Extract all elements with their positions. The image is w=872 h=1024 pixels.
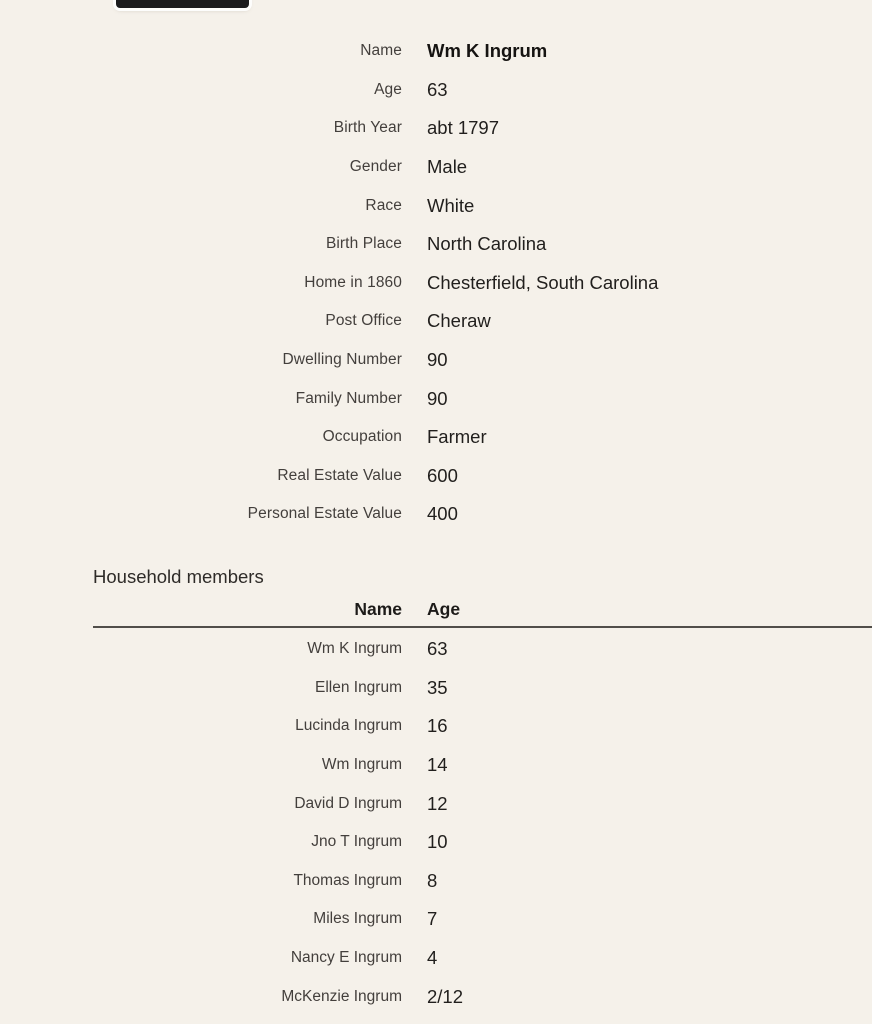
- household-member-age: 35: [427, 676, 448, 698]
- record-field-label: Home in 1860: [304, 273, 402, 291]
- household-member-age: 10: [427, 831, 448, 853]
- record-field-value: Wm K Ingrum: [427, 40, 548, 62]
- record-field-row: [0, 418, 872, 457]
- household-member-row: [0, 823, 872, 862]
- record-field-row: [0, 225, 872, 264]
- household-member-name[interactable]: Nancy E Ingrum: [290, 949, 402, 967]
- record-field-row: [0, 341, 872, 380]
- record-details: [0, 32, 872, 534]
- record-field-value: Male: [427, 156, 468, 178]
- record-field-value: Farmer: [427, 426, 487, 448]
- household-member-name[interactable]: Wm Ingrum: [321, 756, 402, 774]
- record-field-label: Race: [365, 196, 402, 214]
- record-field-row: [0, 109, 872, 148]
- record-field-label: Real Estate Value: [277, 466, 402, 484]
- record-field-label: Family Number: [295, 389, 402, 407]
- record-field-label: Age: [374, 80, 402, 98]
- household-member-row: [0, 900, 872, 939]
- household-member-age: 8: [427, 869, 438, 891]
- record-field-value: 90: [427, 349, 448, 371]
- record-field-label: Birth Place: [325, 235, 402, 253]
- household-member-name[interactable]: David D Ingrum: [294, 794, 402, 812]
- record-field-row: [0, 379, 872, 418]
- record-field-row: [0, 457, 872, 496]
- household-member-row: [0, 862, 872, 901]
- record-field-label: Name: [360, 42, 402, 60]
- household-member-age: 16: [427, 715, 448, 737]
- household-col-name: Name: [354, 598, 402, 619]
- record-field-value: White: [427, 194, 475, 216]
- household-member-row: [0, 746, 872, 785]
- record-field-value: Chesterfield, South Carolina: [427, 271, 659, 293]
- record-field-row: [0, 32, 872, 71]
- household-member-row: [0, 784, 872, 823]
- record-field-label: Occupation: [322, 428, 402, 446]
- household-member-name[interactable]: Wm K Ingrum: [307, 640, 402, 658]
- household-member-row: [0, 630, 872, 669]
- household-members-rows: [0, 628, 872, 1016]
- record-field-row: [0, 71, 872, 110]
- household-col-age: Age: [427, 598, 461, 619]
- record-field-value: 400: [427, 503, 458, 525]
- household-member-row: [0, 977, 872, 1016]
- household-member-name[interactable]: McKenzie Ingrum: [281, 987, 402, 1005]
- household-member-row: [0, 707, 872, 746]
- record-field-label: Dwelling Number: [282, 351, 402, 369]
- household-member-age: 4: [427, 947, 438, 969]
- record-field-row: [0, 495, 872, 534]
- household-members-section: [0, 566, 872, 1016]
- record-field-label: Gender: [349, 158, 402, 176]
- household-member-name[interactable]: Miles Ingrum: [313, 910, 402, 928]
- household-member-age: 12: [427, 792, 448, 814]
- household-member-name[interactable]: Thomas Ingrum: [293, 871, 402, 889]
- record-field-value: Cheraw: [427, 310, 491, 332]
- household-member-name[interactable]: Jno T Ingrum: [311, 833, 402, 851]
- household-member-age: 2/12: [427, 985, 464, 1007]
- household-member-age: 14: [427, 754, 448, 776]
- household-member-age: 7: [427, 908, 438, 930]
- household-members-heading: Household members: [93, 566, 264, 587]
- record-field-row: [0, 148, 872, 187]
- record-field-row: [0, 302, 872, 341]
- record-field-label: Birth Year: [333, 119, 402, 137]
- record-field-value: North Carolina: [427, 233, 547, 255]
- household-table-header: [0, 592, 872, 626]
- record-field-row: [0, 264, 872, 303]
- top-cutoff-button[interactable]: [116, 0, 249, 8]
- household-member-name[interactable]: Ellen Ingrum: [314, 678, 402, 696]
- record-field-value: 63: [427, 78, 448, 100]
- record-field-value: abt 1797: [427, 117, 500, 139]
- household-member-age: 63: [427, 638, 448, 660]
- record-field-label: Post Office: [325, 312, 402, 330]
- record-field-label: Personal Estate Value: [247, 505, 402, 523]
- record-field-value: 600: [427, 464, 458, 486]
- household-member-row: [0, 939, 872, 978]
- record-field-row: [0, 186, 872, 225]
- household-member-row: [0, 669, 872, 708]
- household-member-name[interactable]: Lucinda Ingrum: [295, 717, 402, 735]
- record-field-value: 90: [427, 387, 448, 409]
